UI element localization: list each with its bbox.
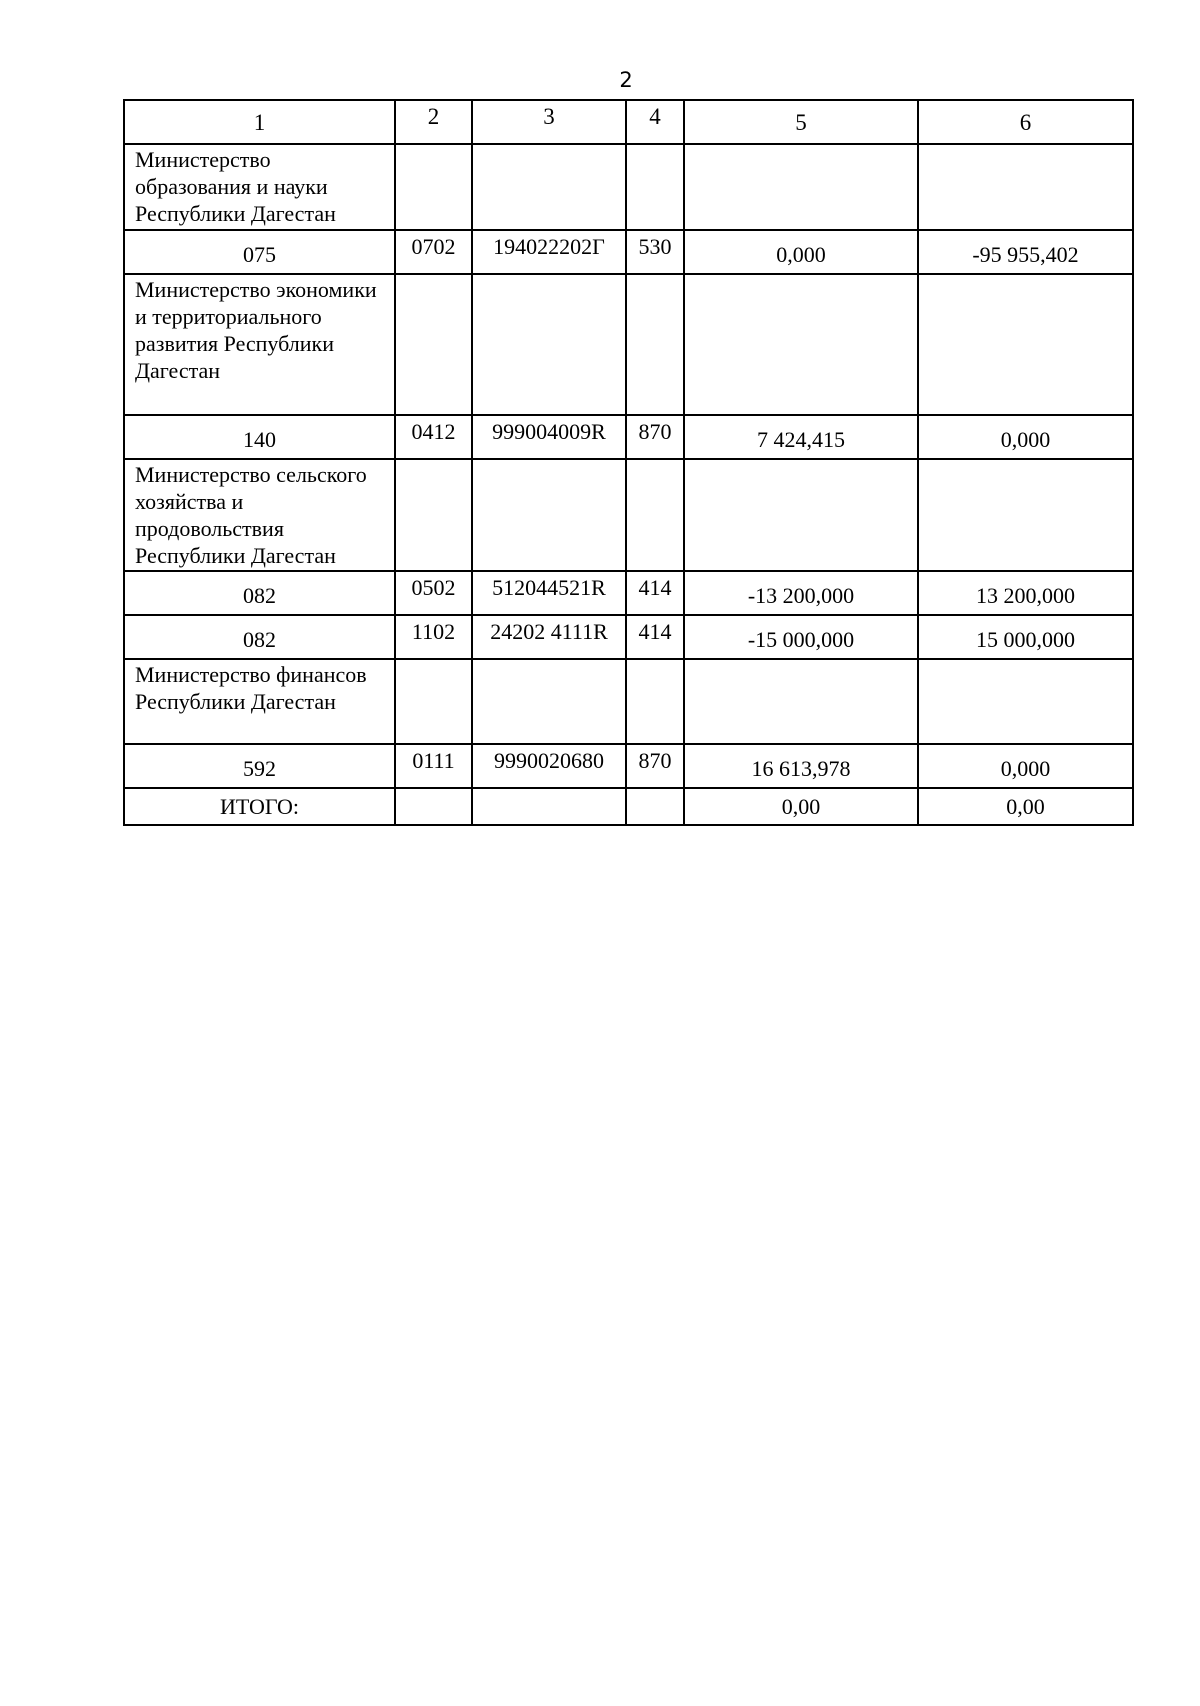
- table-row: [124, 615, 1133, 659]
- ministry-code: 082: [124, 615, 395, 659]
- column-header: 6: [918, 100, 1133, 144]
- empty-cell: [626, 788, 684, 825]
- amount-1: 7 424,415: [684, 415, 918, 459]
- table-row: [124, 415, 1133, 459]
- amount-2: 13 200,000: [918, 571, 1133, 615]
- empty-cell: [472, 459, 626, 571]
- total-amount-2: 0,00: [918, 788, 1133, 825]
- page-number: 2: [619, 68, 633, 92]
- expense-type: 870: [626, 744, 684, 788]
- empty-cell: [918, 459, 1133, 571]
- amount-1: 0,000: [684, 230, 918, 274]
- table-row: [124, 571, 1133, 615]
- empty-cell: [918, 659, 1133, 744]
- amount-1: -15 000,000: [684, 615, 918, 659]
- expense-type: 530: [626, 230, 684, 274]
- expense-type: 414: [626, 615, 684, 659]
- section-code: 0111: [395, 744, 472, 788]
- empty-cell: [626, 659, 684, 744]
- empty-cell: [626, 144, 684, 230]
- target-article: 24202 4111R: [472, 615, 626, 659]
- target-article: 9990020680: [472, 744, 626, 788]
- organization-name-row: [124, 659, 1133, 744]
- empty-cell: [684, 144, 918, 230]
- column-header: 2: [395, 100, 472, 144]
- organization-name-row: [124, 144, 1133, 230]
- section-code: 0702: [395, 230, 472, 274]
- amount-2: 15 000,000: [918, 615, 1133, 659]
- empty-cell: [472, 144, 626, 230]
- empty-cell: [626, 459, 684, 571]
- empty-cell: [472, 659, 626, 744]
- empty-cell: [626, 274, 684, 415]
- total-row: [124, 788, 1133, 825]
- table-row: [124, 230, 1133, 274]
- ministry-code: 140: [124, 415, 395, 459]
- expense-type: 870: [626, 415, 684, 459]
- organization-name-row: [124, 274, 1133, 415]
- ministry-code: 592: [124, 744, 395, 788]
- empty-cell: [684, 659, 918, 744]
- empty-cell: [395, 144, 472, 230]
- amount-1: -13 200,000: [684, 571, 918, 615]
- section-code: 0502: [395, 571, 472, 615]
- section-code: 1102: [395, 615, 472, 659]
- total-label: ИТОГО:: [124, 788, 395, 825]
- budget-allocation-table: [123, 99, 1134, 826]
- empty-cell: [918, 274, 1133, 415]
- table-row: [124, 744, 1133, 788]
- organization-name: Министерство образования и науки Республики Дагестан: [124, 144, 395, 230]
- empty-cell: [684, 274, 918, 415]
- organization-name-row: [124, 459, 1133, 571]
- ministry-code: 075: [124, 230, 395, 274]
- section-code: 0412: [395, 415, 472, 459]
- empty-cell: [395, 274, 472, 415]
- empty-cell: [395, 659, 472, 744]
- amount-2: 0,000: [918, 415, 1133, 459]
- organization-name: Министерство сельского хозяйства и продовольствия Республики Дагестан: [124, 459, 395, 571]
- organization-name: Министерство финансов Республики Дагестан: [124, 659, 395, 744]
- amount-1: 16 613,978: [684, 744, 918, 788]
- empty-cell: [395, 459, 472, 571]
- column-header: 1: [124, 100, 395, 144]
- column-header: 4: [626, 100, 684, 144]
- empty-cell: [472, 788, 626, 825]
- ministry-code: 082: [124, 571, 395, 615]
- empty-cell: [918, 144, 1133, 230]
- empty-cell: [472, 274, 626, 415]
- amount-2: 0,000: [918, 744, 1133, 788]
- total-amount-1: 0,00: [684, 788, 918, 825]
- target-article: 999004009R: [472, 415, 626, 459]
- target-article: 512044521R: [472, 571, 626, 615]
- column-number-header-row: [124, 100, 1133, 144]
- column-header: 5: [684, 100, 918, 144]
- empty-cell: [684, 459, 918, 571]
- expense-type: 414: [626, 571, 684, 615]
- empty-cell: [395, 788, 472, 825]
- amount-2: -95 955,402: [918, 230, 1133, 274]
- organization-name: Министерство экономики и территориального развития Республики Дагестан: [124, 274, 395, 415]
- column-header: 3: [472, 100, 626, 144]
- target-article: 194022202Г: [472, 230, 626, 274]
